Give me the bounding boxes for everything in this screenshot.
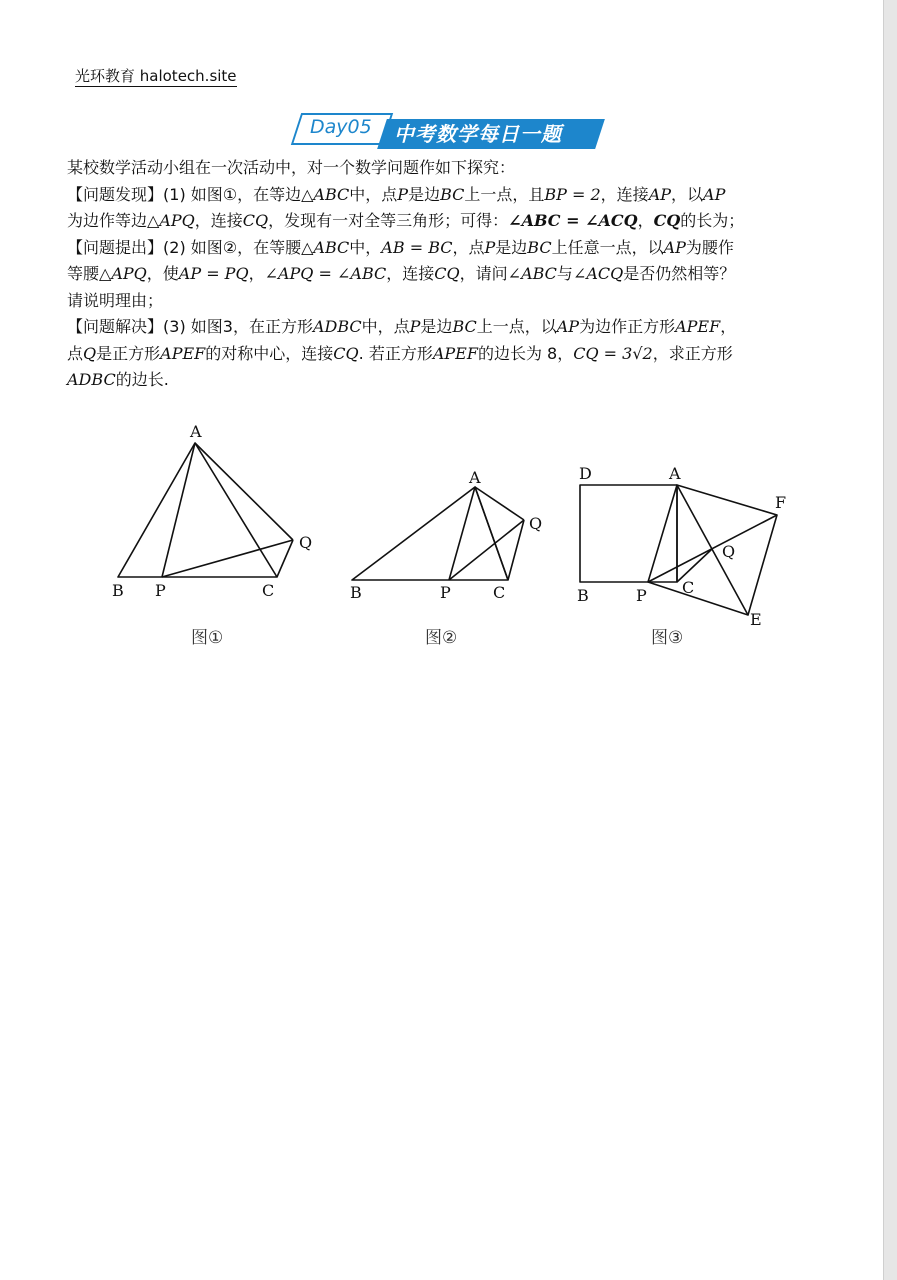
math: △ABC — [301, 184, 350, 204]
figure-3-diagram — [580, 485, 777, 615]
fig3-label-b: B — [577, 586, 589, 605]
triangle-abc — [352, 487, 508, 580]
figure-1-diagram — [118, 443, 293, 577]
math: ∠ABC = ∠ACQ — [508, 211, 638, 230]
math: BC — [452, 317, 477, 336]
fig3-label-c: C — [682, 578, 695, 597]
text: 为边作正方形 — [579, 317, 676, 336]
text: 上一点，以 — [476, 317, 557, 336]
text: 是否仍然相等？ — [623, 264, 736, 283]
banner-title: 中考数学每日一题 — [394, 122, 562, 146]
fig3-label-q: Q — [722, 542, 736, 561]
diagonal-pf — [648, 515, 777, 582]
text: 上一点，且 — [464, 184, 545, 204]
fig1-label-a: A — [190, 422, 202, 441]
text: 上任意一点，以 — [551, 237, 664, 257]
text: 是边 — [408, 184, 441, 204]
text: ，以 — [671, 184, 704, 204]
math: △ABC — [301, 237, 350, 257]
segment-ac — [475, 487, 508, 580]
part1-tag: 【问题发现】 — [67, 184, 164, 204]
text: ，连接 — [194, 211, 243, 230]
fig3-label-f: F — [775, 493, 787, 512]
fig3-label-d: D — [579, 464, 592, 483]
math: △APQ — [99, 264, 147, 283]
segment-aq — [475, 487, 524, 520]
fig3-caption: 图③ — [651, 628, 684, 648]
math: CQ — [242, 211, 269, 230]
text: (3) 如图3，在正方形 — [163, 317, 313, 336]
text: ， — [637, 211, 654, 230]
math: Q — [83, 343, 97, 363]
part2-tag: 【问题提出】 — [67, 237, 164, 257]
text: ，发现有一对全等三角形；可得： — [268, 211, 509, 230]
text: 与 — [556, 264, 573, 283]
math: BP = 2 — [544, 184, 601, 204]
segment-pq — [449, 520, 524, 580]
fig2-label-p: P — [440, 583, 451, 602]
figure-2-diagram — [352, 487, 524, 580]
math: ADBC — [312, 317, 362, 336]
math: ∠APQ = ∠ABC — [264, 264, 387, 283]
text: ，请问 — [459, 264, 508, 283]
segment-ap — [162, 443, 195, 577]
text: ，使 — [146, 264, 179, 283]
text: 等腰 — [67, 264, 100, 283]
fig1-caption: 图① — [191, 628, 224, 648]
text: ， — [248, 264, 265, 283]
text: 中， — [349, 237, 382, 257]
fig2-label-q: Q — [529, 514, 543, 533]
text: 中，点 — [349, 184, 398, 204]
text: 中，点 — [361, 317, 410, 336]
math: AP = PQ — [178, 264, 249, 283]
math: CQ — [653, 211, 681, 230]
text: 的边长为 8， — [477, 343, 574, 363]
text: (1) 如图①，在等边 — [163, 184, 302, 204]
text: (2) 如图②，在等腰 — [163, 237, 302, 257]
math: ∠ABC — [507, 264, 557, 283]
math: APEF — [675, 317, 721, 336]
math: AP — [556, 317, 580, 336]
header-brand: 光环教育 halotech.site — [75, 67, 237, 85]
intro-line: 某校数学活动小组在一次活动中，对一个数学问题作如下探究： — [67, 158, 516, 177]
fig3-label-e: E — [750, 610, 762, 629]
text: 的边长. — [115, 370, 169, 389]
text: 的对称中心，连接 — [205, 343, 334, 363]
math: AP — [703, 184, 726, 204]
math: BC — [527, 237, 552, 257]
fig3-label-a: A — [669, 464, 681, 483]
text: ，点 — [452, 237, 485, 257]
math: P — [484, 237, 496, 257]
text: . 若正方形 — [358, 343, 433, 363]
text: 是边 — [495, 237, 528, 257]
math: CQ — [333, 343, 359, 363]
fig2-caption: 图② — [425, 628, 458, 648]
segment-cq — [277, 540, 293, 577]
fig2-label-a: A — [469, 468, 481, 487]
text: 是边 — [420, 317, 453, 336]
part3-tag: 【问题解决】 — [67, 317, 164, 336]
fig1-label-c: C — [262, 581, 275, 600]
text: 为腰作 — [685, 237, 734, 257]
math: AB = BC — [381, 237, 453, 257]
math: APEF — [160, 343, 206, 363]
text: ，连接 — [600, 184, 649, 204]
math: P — [397, 184, 409, 204]
fig2-label-c: C — [493, 583, 506, 602]
text: ， — [720, 317, 737, 336]
segment-aq — [195, 443, 293, 540]
text: ，连接 — [386, 264, 435, 283]
text: 的长为； — [680, 211, 745, 230]
text: ，求正方形 — [652, 343, 733, 363]
fig3-label-p: P — [636, 586, 647, 605]
text: 为边作等边 — [67, 211, 148, 230]
math: ∠ACQ — [572, 264, 624, 283]
part2-line3: 请说明理由； — [67, 290, 164, 310]
day-label: Day05 — [310, 116, 372, 138]
segment-ap — [449, 487, 475, 580]
math: ADBC — [67, 370, 116, 389]
math: AP — [663, 237, 686, 257]
math: CQ = 3√2 — [573, 343, 653, 363]
math: AP — [648, 184, 672, 204]
math: APEF — [432, 343, 478, 363]
math: BC — [440, 184, 465, 204]
text: 是正方形 — [96, 343, 161, 363]
math: P — [409, 317, 421, 336]
segment-cq — [508, 520, 524, 580]
fig1-label-p: P — [155, 581, 166, 600]
fig1-label-q: Q — [299, 533, 313, 552]
math: CQ — [434, 264, 460, 283]
fig2-label-b: B — [350, 583, 362, 602]
fig1-label-b: B — [112, 581, 124, 600]
triangle-abc — [118, 443, 277, 577]
text: 点 — [67, 343, 84, 363]
math: △APQ — [147, 211, 195, 230]
